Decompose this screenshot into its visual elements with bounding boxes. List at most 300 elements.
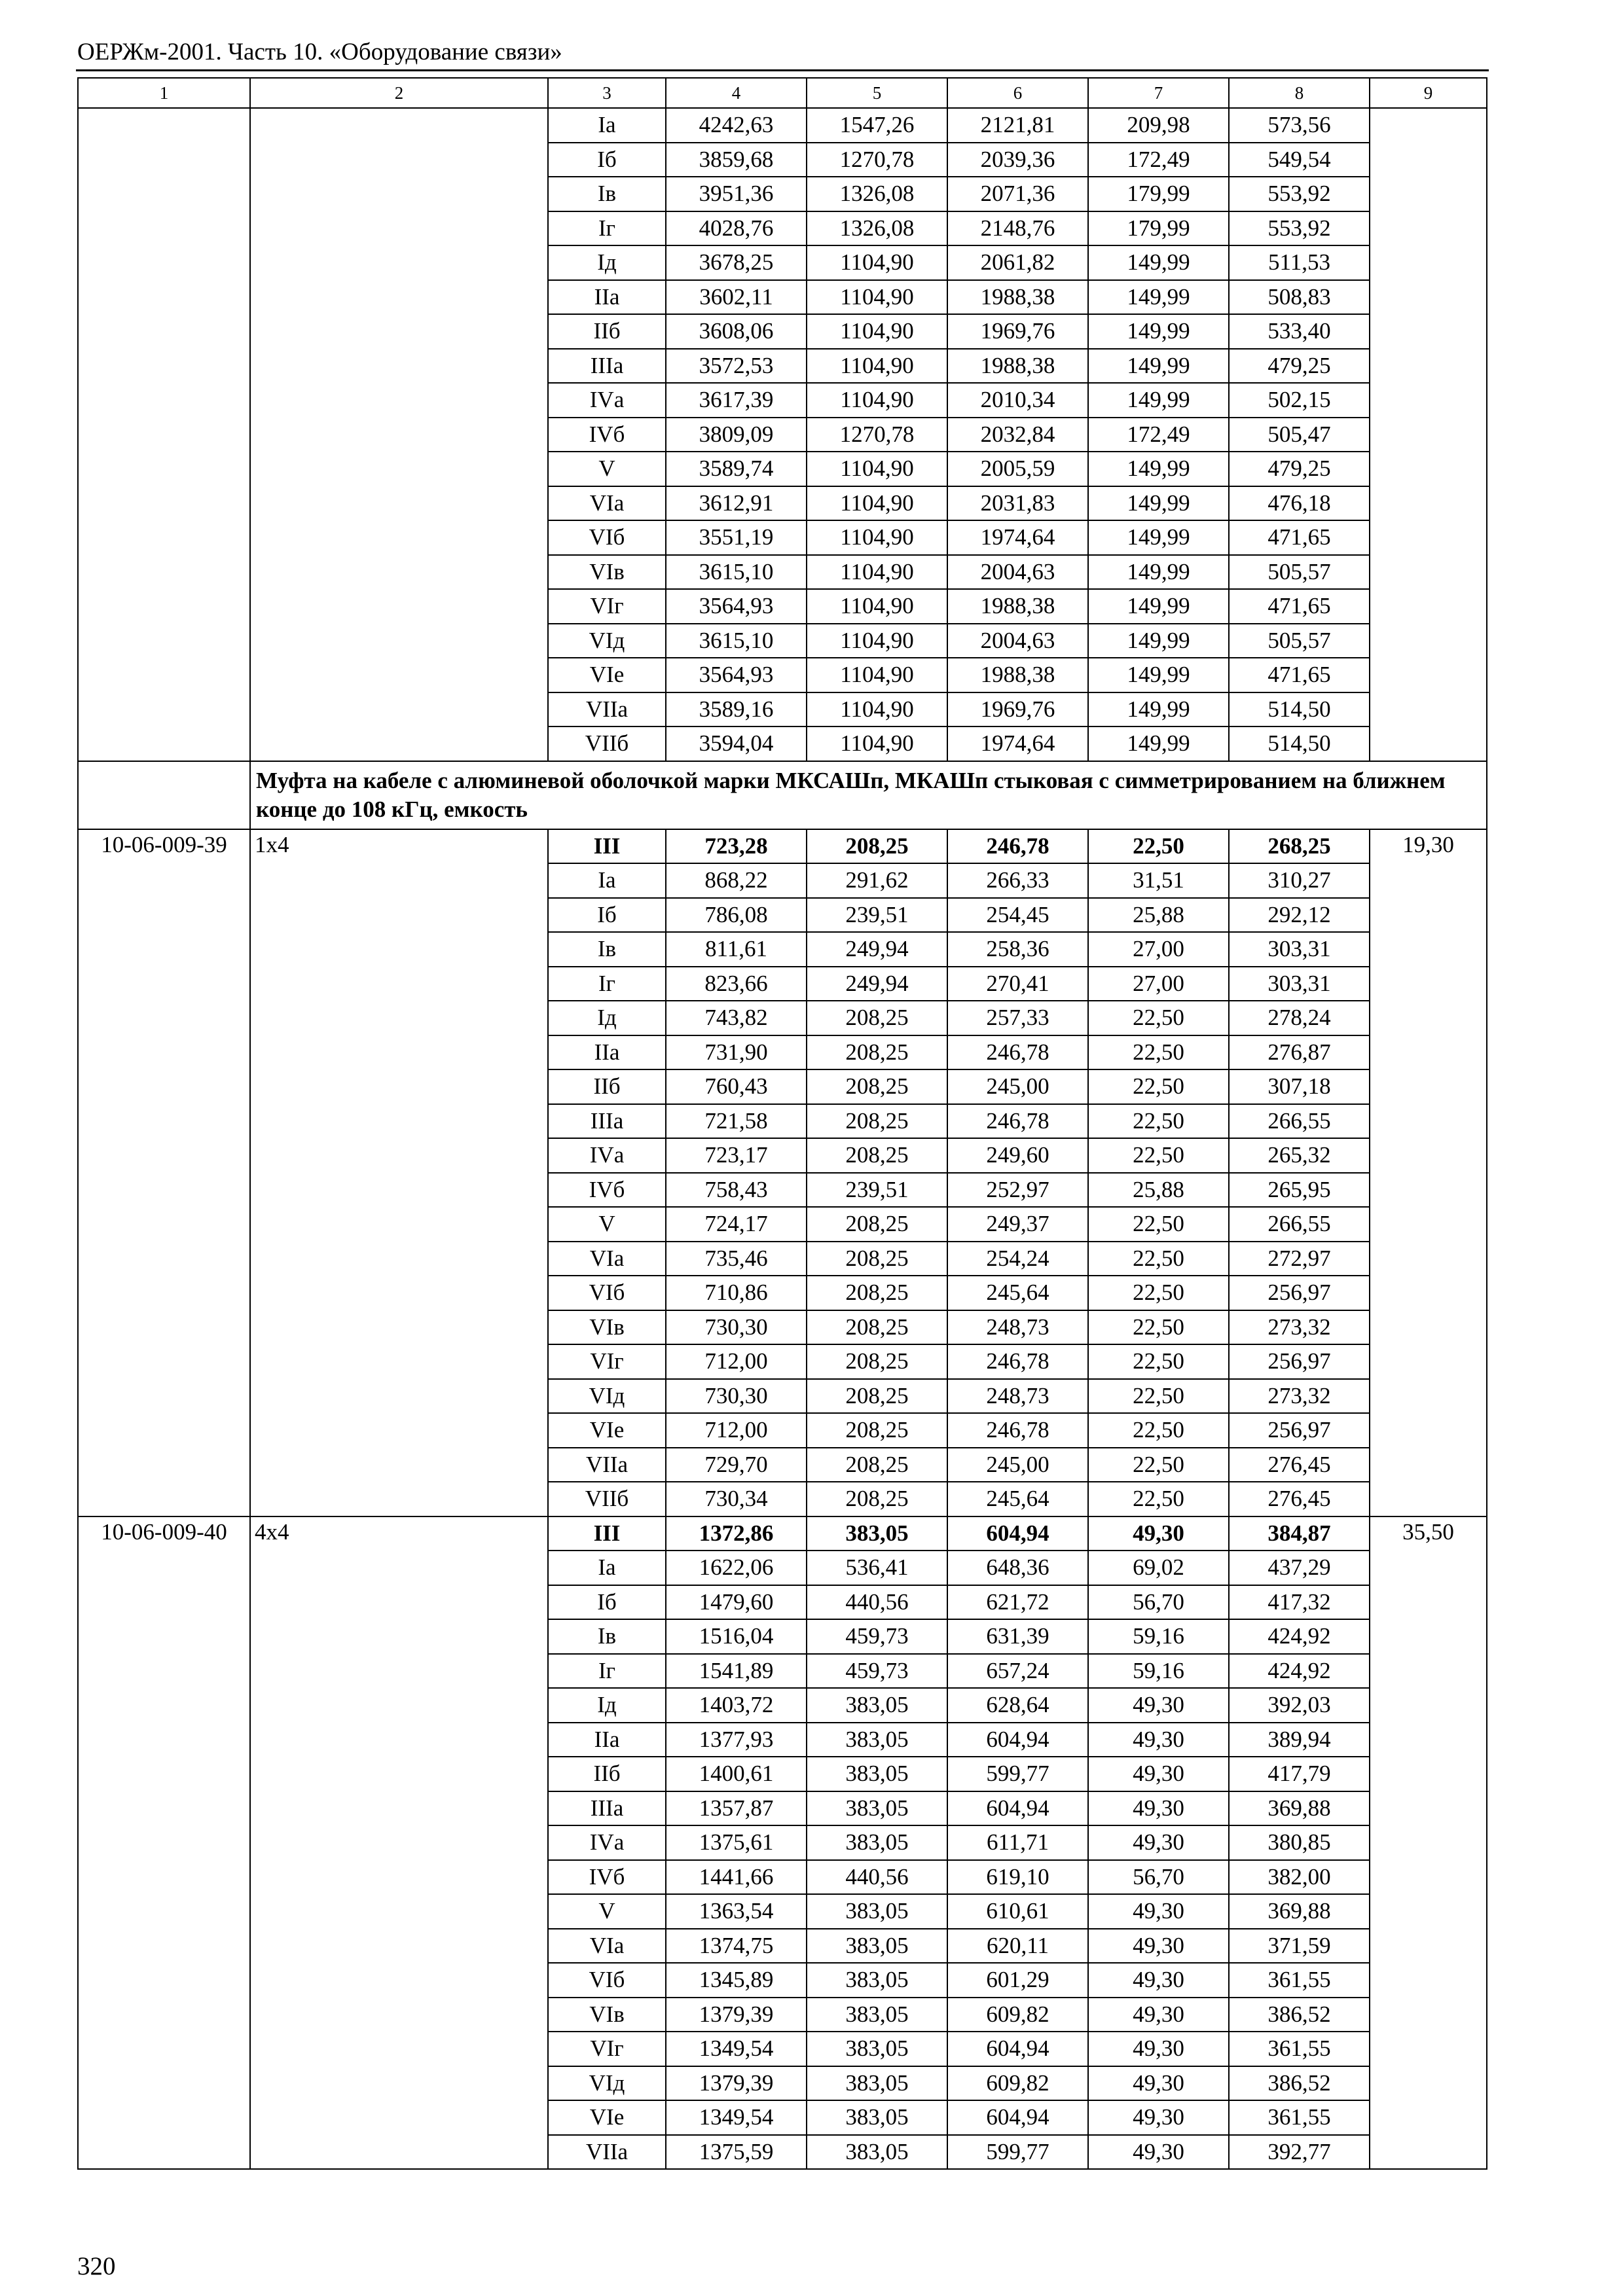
value-cell: 149,99 (1088, 452, 1229, 486)
value-cell: 248,73 (947, 1310, 1088, 1345)
value-cell: 49,30 (1088, 1998, 1229, 2032)
value-cell: 1104,90 (807, 280, 947, 315)
zone-cell: IIб (548, 1757, 666, 1791)
value-cell: 49,30 (1088, 2032, 1229, 2066)
zone-cell: Iб (548, 898, 666, 933)
value-cell: 246,78 (947, 1035, 1088, 1070)
zone-cell: IVа (548, 383, 666, 418)
value-cell: 604,94 (947, 1516, 1088, 1551)
value-cell: 361,55 (1229, 1963, 1370, 1998)
value-cell: 1349,54 (666, 2100, 807, 2135)
zone-cell: VIе (548, 658, 666, 692)
value-cell: 712,00 (666, 1413, 807, 1448)
value-cell: 49,30 (1088, 1791, 1229, 1826)
value-cell: 735,46 (666, 1242, 807, 1276)
value-cell: 609,82 (947, 1998, 1088, 2032)
value-cell: 2071,36 (947, 177, 1088, 211)
zone-cell: VIг (548, 589, 666, 624)
value-cell: 2039,36 (947, 143, 1088, 177)
value-cell: 1479,60 (666, 1585, 807, 1620)
value-cell: 536,41 (807, 1551, 947, 1585)
value-cell: 383,05 (807, 1688, 947, 1723)
value-cell: 245,00 (947, 1069, 1088, 1104)
section-empty-cell (78, 761, 250, 829)
value-cell: 383,05 (807, 1894, 947, 1929)
value-cell: 278,24 (1229, 1001, 1370, 1035)
value-cell: 246,78 (947, 829, 1088, 864)
value-cell: 256,97 (1229, 1413, 1370, 1448)
value-cell: 549,54 (1229, 143, 1370, 177)
value-cell: 3594,04 (666, 726, 807, 761)
value-cell: 276,45 (1229, 1448, 1370, 1482)
value-cell: 729,70 (666, 1448, 807, 1482)
value-cell: 1974,64 (947, 726, 1088, 761)
value-cell: 149,99 (1088, 280, 1229, 315)
item-col9-value: 35,50 (1370, 1516, 1487, 2170)
value-cell: 1988,38 (947, 658, 1088, 692)
value-cell: 710,86 (666, 1276, 807, 1310)
value-cell: 811,61 (666, 932, 807, 967)
column-number: 9 (1370, 78, 1487, 108)
value-cell: 1403,72 (666, 1688, 807, 1723)
value-cell: 22,50 (1088, 1276, 1229, 1310)
continued-code-cell (78, 108, 250, 761)
value-cell: 208,25 (807, 1379, 947, 1414)
value-cell: 272,97 (1229, 1242, 1370, 1276)
zone-cell: VIб (548, 1963, 666, 1998)
value-cell: 471,65 (1229, 589, 1370, 624)
value-cell: 149,99 (1088, 245, 1229, 280)
value-cell: 22,50 (1088, 1482, 1229, 1516)
zone-cell: IIIа (548, 1791, 666, 1826)
value-cell: 383,05 (807, 1516, 947, 1551)
zone-cell: Iа (548, 863, 666, 898)
item-code: 10-06-009-39 (78, 829, 250, 1516)
value-cell: 601,29 (947, 1963, 1088, 1998)
value-cell: 479,25 (1229, 349, 1370, 384)
value-cell: 599,77 (947, 2135, 1088, 2170)
value-cell: 22,50 (1088, 1344, 1229, 1379)
value-cell: 3617,39 (666, 383, 807, 418)
zone-cell: Iа (548, 108, 666, 143)
value-cell: 307,18 (1229, 1069, 1370, 1104)
value-cell: 505,57 (1229, 555, 1370, 590)
value-cell: 369,88 (1229, 1894, 1370, 1929)
value-cell: 3615,10 (666, 555, 807, 590)
value-cell: 1104,90 (807, 589, 947, 624)
value-cell: 1104,90 (807, 692, 947, 727)
value-cell: 239,51 (807, 1173, 947, 1208)
value-cell: 628,64 (947, 1688, 1088, 1723)
zone-cell: VIд (548, 624, 666, 658)
value-cell: 245,64 (947, 1276, 1088, 1310)
value-cell: 599,77 (947, 1757, 1088, 1791)
value-cell: 621,72 (947, 1585, 1088, 1620)
zone-cell: V (548, 1894, 666, 1929)
value-cell: 49,30 (1088, 1825, 1229, 1860)
value-cell: 22,50 (1088, 1069, 1229, 1104)
zone-cell: VIб (548, 1276, 666, 1310)
value-cell: 149,99 (1088, 314, 1229, 349)
table-row (78, 1516, 1487, 1551)
value-cell: 1379,39 (666, 2066, 807, 2101)
zone-cell: VIа (548, 1242, 666, 1276)
value-cell: 1375,61 (666, 1825, 807, 1860)
zone-cell: Iв (548, 177, 666, 211)
value-cell: 179,99 (1088, 211, 1229, 246)
value-cell: 2121,81 (947, 108, 1088, 143)
value-cell: 502,15 (1229, 383, 1370, 418)
value-cell: 657,24 (947, 1654, 1088, 1689)
value-cell: 712,00 (666, 1344, 807, 1379)
value-cell: 786,08 (666, 898, 807, 933)
value-cell: 610,61 (947, 1894, 1088, 1929)
value-cell: 383,05 (807, 1723, 947, 1757)
zone-cell: VIб (548, 520, 666, 555)
value-cell: 27,00 (1088, 967, 1229, 1001)
value-cell: 511,53 (1229, 245, 1370, 280)
value-cell: 1326,08 (807, 177, 947, 211)
zone-cell: IIа (548, 1723, 666, 1757)
value-cell: 1104,90 (807, 658, 947, 692)
value-cell: 208,25 (807, 1104, 947, 1139)
column-number: 1 (78, 78, 250, 108)
value-cell: 3678,25 (666, 245, 807, 280)
value-cell: 724,17 (666, 1207, 807, 1242)
value-cell: 553,92 (1229, 211, 1370, 246)
value-cell: 2032,84 (947, 418, 1088, 452)
value-cell: 383,05 (807, 1929, 947, 1964)
value-cell: 245,64 (947, 1482, 1088, 1516)
value-cell: 249,60 (947, 1138, 1088, 1173)
value-cell: 303,31 (1229, 932, 1370, 967)
value-cell: 505,57 (1229, 624, 1370, 658)
value-cell: 1441,66 (666, 1860, 807, 1895)
value-cell: 383,05 (807, 2032, 947, 2066)
value-cell: 257,33 (947, 1001, 1088, 1035)
price-table (77, 77, 1487, 2170)
value-cell: 1988,38 (947, 589, 1088, 624)
zone-cell: VIIб (548, 1482, 666, 1516)
zone-cell: VIв (548, 1998, 666, 2032)
value-cell: 172,49 (1088, 143, 1229, 177)
value-cell: 208,25 (807, 1276, 947, 1310)
value-cell: 2004,63 (947, 624, 1088, 658)
table-row (78, 108, 1487, 143)
value-cell: 508,83 (1229, 280, 1370, 315)
value-cell: 246,78 (947, 1344, 1088, 1379)
value-cell: 1372,86 (666, 1516, 807, 1551)
value-cell: 386,52 (1229, 2066, 1370, 2101)
value-cell: 1969,76 (947, 692, 1088, 727)
section-title-row (78, 761, 1487, 829)
value-cell: 273,32 (1229, 1310, 1370, 1345)
value-cell: 149,99 (1088, 486, 1229, 521)
value-cell: 631,39 (947, 1619, 1088, 1654)
column-number: 6 (947, 78, 1088, 108)
value-cell: 248,73 (947, 1379, 1088, 1414)
zone-cell: Iд (548, 1001, 666, 1035)
value-cell: 4028,76 (666, 211, 807, 246)
value-cell: 3615,10 (666, 624, 807, 658)
value-cell: 383,05 (807, 2066, 947, 2101)
value-cell: 265,32 (1229, 1138, 1370, 1173)
value-cell: 22,50 (1088, 1242, 1229, 1276)
value-cell: 1326,08 (807, 211, 947, 246)
value-cell: 383,05 (807, 1825, 947, 1860)
value-cell: 648,36 (947, 1551, 1088, 1585)
zone-cell: V (548, 452, 666, 486)
value-cell: 604,94 (947, 2100, 1088, 2135)
zone-cell: VIг (548, 1344, 666, 1379)
value-cell: 1400,61 (666, 1757, 807, 1791)
value-cell: 258,36 (947, 932, 1088, 967)
zone-cell: V (548, 1207, 666, 1242)
value-cell: 386,52 (1229, 1998, 1370, 2032)
value-cell: 389,94 (1229, 1723, 1370, 1757)
value-cell: 149,99 (1088, 658, 1229, 692)
value-cell: 383,05 (807, 2100, 947, 2135)
zone-cell: Iд (548, 1688, 666, 1723)
value-cell: 208,25 (807, 1448, 947, 1482)
value-cell: 369,88 (1229, 1791, 1370, 1826)
section-title: Муфта на кабеле с алюминевой оболочкой марки МКСАШп, МКАШп стыковая с симметрированием на ближнем конце до 108 кГц, емкость (250, 761, 1487, 829)
value-cell: 208,25 (807, 1138, 947, 1173)
zone-cell: VIв (548, 1310, 666, 1345)
value-cell: 3602,11 (666, 280, 807, 315)
value-cell: 3951,36 (666, 177, 807, 211)
value-cell: 268,25 (1229, 829, 1370, 864)
value-cell: 1541,89 (666, 1654, 807, 1689)
page-number: 320 (77, 2252, 116, 2280)
zone-cell: Iв (548, 932, 666, 967)
zone-cell: Iа (548, 1551, 666, 1585)
value-cell: 208,25 (807, 1001, 947, 1035)
value-cell: 1104,90 (807, 520, 947, 555)
zone-cell: IIб (548, 1069, 666, 1104)
value-cell: 49,30 (1088, 2066, 1229, 2101)
value-cell: 1104,90 (807, 486, 947, 521)
value-cell: 49,30 (1088, 1688, 1229, 1723)
value-cell: 59,16 (1088, 1619, 1229, 1654)
column-number: 7 (1088, 78, 1229, 108)
item-col9-value: 19,30 (1370, 829, 1487, 1516)
page-header-title: ОЕРЖм-2001. Часть 10. «Оборудование связи» (77, 39, 562, 65)
value-cell: 49,30 (1088, 2135, 1229, 2170)
value-cell: 179,99 (1088, 177, 1229, 211)
value-cell: 208,25 (807, 1344, 947, 1379)
value-cell: 49,30 (1088, 1516, 1229, 1551)
value-cell: 1104,90 (807, 245, 947, 280)
value-cell: 1379,39 (666, 1998, 807, 2032)
value-cell: 723,28 (666, 829, 807, 864)
value-cell: 27,00 (1088, 932, 1229, 967)
zone-cell: Iг (548, 211, 666, 246)
value-cell: 252,97 (947, 1173, 1088, 1208)
value-cell: 149,99 (1088, 589, 1229, 624)
value-cell: 604,94 (947, 1723, 1088, 1757)
value-cell: 49,30 (1088, 2100, 1229, 2135)
value-cell: 383,05 (807, 1963, 947, 1998)
zone-cell: IVб (548, 1860, 666, 1895)
value-cell: 208,25 (807, 1413, 947, 1448)
value-cell: 3551,19 (666, 520, 807, 555)
zone-cell: VIIа (548, 692, 666, 727)
value-cell: 533,40 (1229, 314, 1370, 349)
item-name: 4x4 (250, 1516, 548, 2170)
zone-cell: VIд (548, 2066, 666, 2101)
value-cell: 303,31 (1229, 967, 1370, 1001)
value-cell: 604,94 (947, 1791, 1088, 1826)
zone-cell: III (548, 829, 666, 864)
value-cell: 1974,64 (947, 520, 1088, 555)
value-cell: 22,50 (1088, 1379, 1229, 1414)
value-cell: 22,50 (1088, 1310, 1229, 1345)
value-cell: 743,82 (666, 1001, 807, 1035)
value-cell: 440,56 (807, 1860, 947, 1895)
value-cell: 249,94 (807, 967, 947, 1001)
table-row (78, 829, 1487, 864)
table-body (78, 78, 1487, 2169)
value-cell: 371,59 (1229, 1929, 1370, 1964)
value-cell: 1622,06 (666, 1551, 807, 1585)
value-cell: 246,78 (947, 1104, 1088, 1139)
item-code: 10-06-009-40 (78, 1516, 250, 2170)
value-cell: 505,47 (1229, 418, 1370, 452)
value-cell: 3809,09 (666, 418, 807, 452)
value-cell: 1104,90 (807, 726, 947, 761)
value-cell: 459,73 (807, 1654, 947, 1689)
value-cell: 49,30 (1088, 1757, 1229, 1791)
value-cell: 1357,87 (666, 1791, 807, 1826)
zone-cell: Iв (548, 1619, 666, 1654)
column-number: 2 (250, 78, 548, 108)
value-cell: 1969,76 (947, 314, 1088, 349)
value-cell: 417,79 (1229, 1757, 1370, 1791)
zone-cell: IIа (548, 280, 666, 315)
zone-cell: Iг (548, 1654, 666, 1689)
header-divider (76, 69, 1489, 71)
value-cell: 49,30 (1088, 1929, 1229, 1964)
value-cell: 361,55 (1229, 2100, 1370, 2135)
value-cell: 731,90 (666, 1035, 807, 1070)
value-cell: 1104,90 (807, 555, 947, 590)
value-cell: 424,92 (1229, 1654, 1370, 1689)
value-cell: 553,92 (1229, 177, 1370, 211)
value-cell: 270,41 (947, 967, 1088, 1001)
value-cell: 1988,38 (947, 349, 1088, 384)
column-number: 3 (548, 78, 666, 108)
value-cell: 723,17 (666, 1138, 807, 1173)
value-cell: 208,25 (807, 1207, 947, 1242)
value-cell: 2004,63 (947, 555, 1088, 590)
value-cell: 208,25 (807, 1035, 947, 1070)
value-cell: 149,99 (1088, 692, 1229, 727)
zone-cell: IIа (548, 1035, 666, 1070)
value-cell: 209,98 (1088, 108, 1229, 143)
value-cell: 22,50 (1088, 829, 1229, 864)
value-cell: 208,25 (807, 1242, 947, 1276)
value-cell: 1104,90 (807, 624, 947, 658)
zone-cell: VIIа (548, 2135, 666, 2170)
value-cell: 266,55 (1229, 1207, 1370, 1242)
zone-cell: Iд (548, 245, 666, 280)
value-cell: 1104,90 (807, 452, 947, 486)
value-cell: 59,16 (1088, 1654, 1229, 1689)
value-cell: 25,88 (1088, 1173, 1229, 1208)
zone-cell: IVб (548, 1173, 666, 1208)
value-cell: 611,71 (947, 1825, 1088, 1860)
value-cell: 208,25 (807, 1069, 947, 1104)
value-cell: 256,97 (1229, 1276, 1370, 1310)
value-cell: 424,92 (1229, 1619, 1370, 1654)
value-cell: 471,65 (1229, 658, 1370, 692)
value-cell: 208,25 (807, 1310, 947, 1345)
value-cell: 149,99 (1088, 624, 1229, 658)
column-number-row (78, 78, 1487, 108)
value-cell: 514,50 (1229, 692, 1370, 727)
column-number: 5 (807, 78, 947, 108)
value-cell: 1516,04 (666, 1619, 807, 1654)
value-cell: 3608,06 (666, 314, 807, 349)
value-cell: 3564,93 (666, 589, 807, 624)
value-cell: 31,51 (1088, 863, 1229, 898)
value-cell: 256,97 (1229, 1344, 1370, 1379)
value-cell: 383,05 (807, 1791, 947, 1826)
value-cell: 1345,89 (666, 1963, 807, 1998)
value-cell: 2010,34 (947, 383, 1088, 418)
value-cell: 3612,91 (666, 486, 807, 521)
value-cell: 392,03 (1229, 1688, 1370, 1723)
zone-cell: VIа (548, 486, 666, 521)
value-cell: 149,99 (1088, 520, 1229, 555)
value-cell: 69,02 (1088, 1551, 1229, 1585)
value-cell: 49,30 (1088, 1723, 1229, 1757)
value-cell: 245,00 (947, 1448, 1088, 1482)
value-cell: 254,45 (947, 898, 1088, 933)
value-cell: 239,51 (807, 898, 947, 933)
value-cell: 249,94 (807, 932, 947, 967)
value-cell: 3859,68 (666, 143, 807, 177)
value-cell: 276,87 (1229, 1035, 1370, 1070)
value-cell: 459,73 (807, 1619, 947, 1654)
zone-cell: VIв (548, 555, 666, 590)
value-cell: 56,70 (1088, 1585, 1229, 1620)
value-cell: 25,88 (1088, 898, 1229, 933)
value-cell: 2061,82 (947, 245, 1088, 280)
value-cell: 471,65 (1229, 520, 1370, 555)
zone-cell: Iб (548, 1585, 666, 1620)
value-cell: 609,82 (947, 2066, 1088, 2101)
value-cell: 292,12 (1229, 898, 1370, 933)
zone-cell: IIIа (548, 349, 666, 384)
value-cell: 437,29 (1229, 1551, 1370, 1585)
zone-cell: VIд (548, 1379, 666, 1414)
value-cell: 3564,93 (666, 658, 807, 692)
value-cell: 1547,26 (807, 108, 947, 143)
value-cell: 249,37 (947, 1207, 1088, 1242)
zone-cell: VIIа (548, 1448, 666, 1482)
zone-cell: Iб (548, 143, 666, 177)
zone-cell: VIе (548, 2100, 666, 2135)
value-cell: 730,30 (666, 1310, 807, 1345)
value-cell: 476,18 (1229, 486, 1370, 521)
value-cell: 22,50 (1088, 1001, 1229, 1035)
value-cell: 730,34 (666, 1482, 807, 1516)
value-cell: 246,78 (947, 1413, 1088, 1448)
value-cell: 721,58 (666, 1104, 807, 1139)
value-cell: 1374,75 (666, 1929, 807, 1964)
